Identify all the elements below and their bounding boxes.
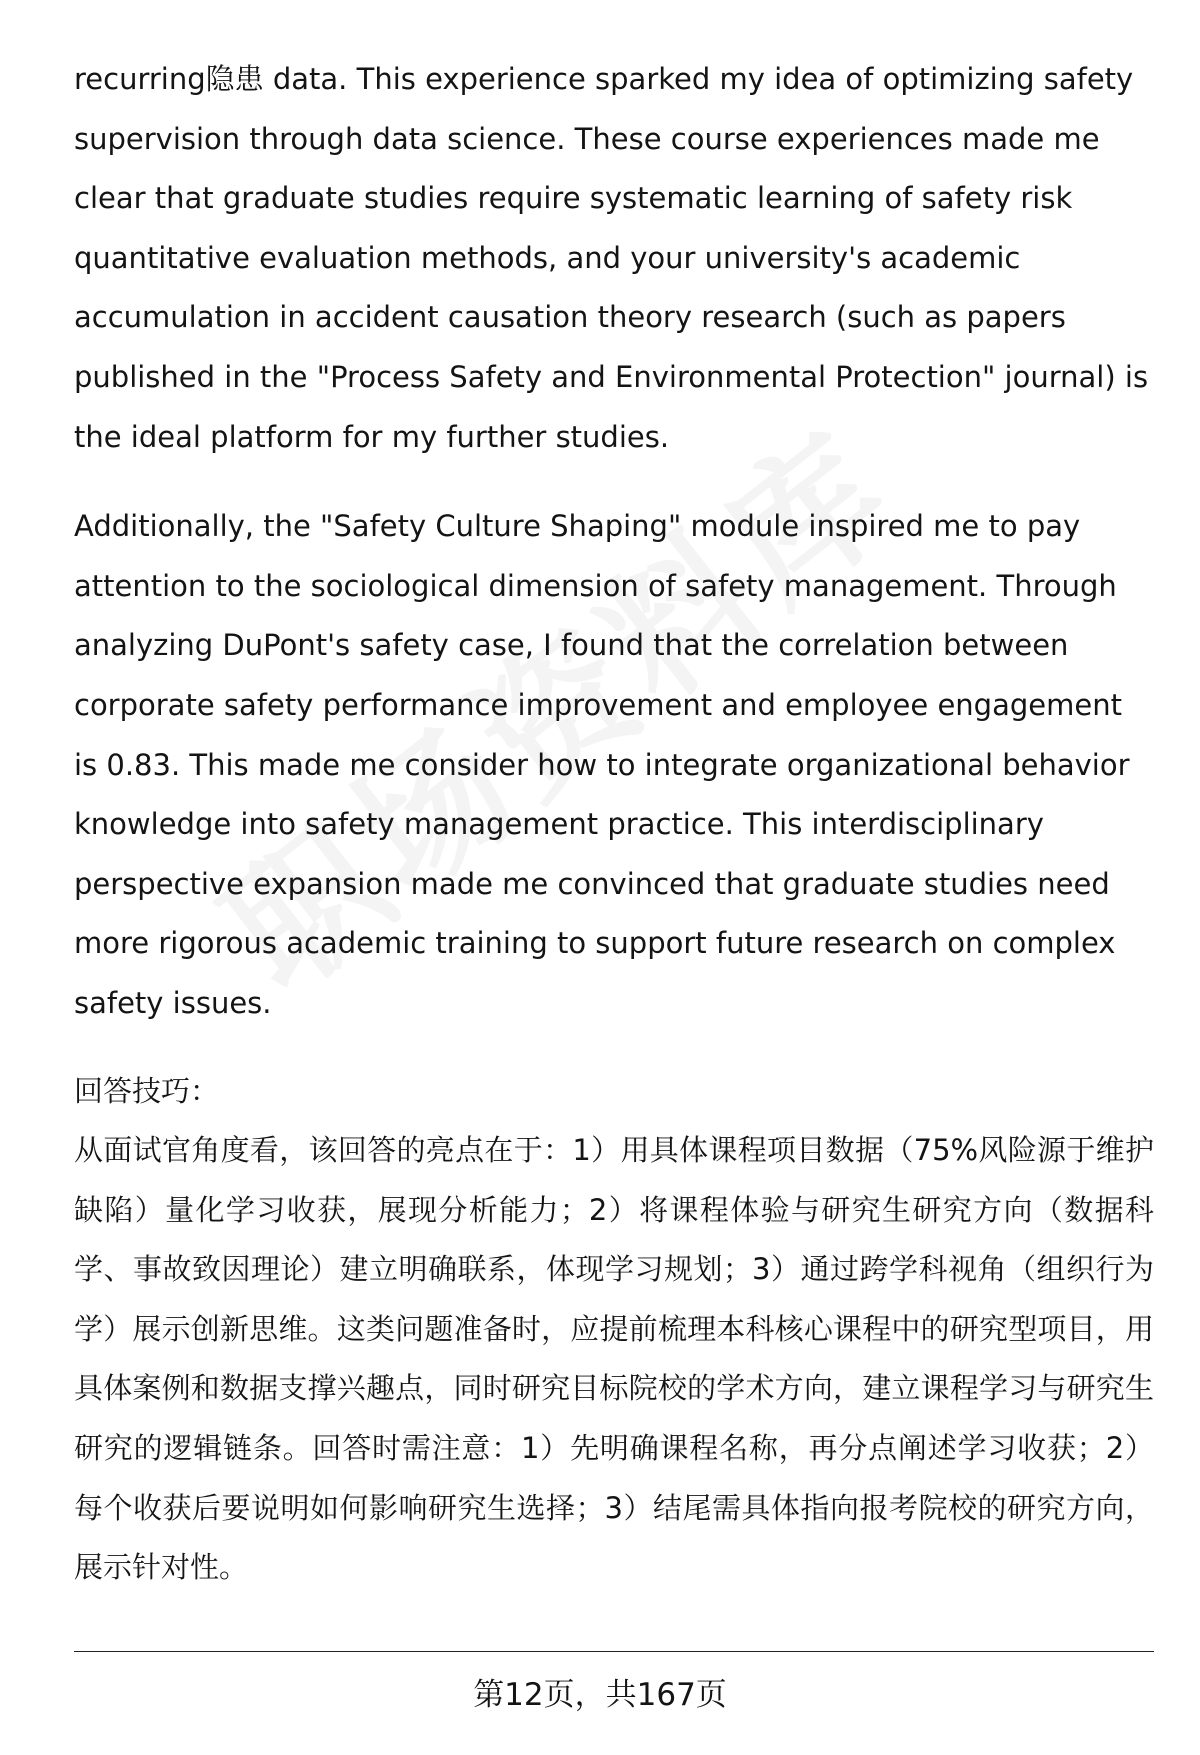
body-paragraph-2: Additionally, the "Safety Culture Shaping" module inspired me to pay attention to the sociological dimension of safety management. Through analyzing DuPont's safety case, I found that the correlation between corporate safety performance improvement and employee engagement is 0.83. This made me consider how to integrate organizational behavior knowledge into safety management practice. This interdisciplinary perspective expansion made me convinced that graduate studies need more rigorous academic training to support future research on complex safety issues. (74, 509, 1130, 1020)
tips-heading: 回答技巧： (74, 1073, 220, 1108)
tips-body: 从面试官角度看，该回答的亮点在于：1）用具体课程项目数据（75%风险源于维护缺陷）量化学习收获，展现分析能力；2）将课程体验与研究生研究方向（数据科学、事故致因理论）建立明确联系，体现学习规划；3）通过跨学科视角（组织行为学）展示创新思维。这类问题准备时，应提前梳理本科核心课程中的研究型项目，用具体案例和数据支撑兴趣点，同时研究目标院校的学术方向，建立课程学习与研究生研究的逻辑链条。回答时需注意：1）先明确课程名称，再分点阐述学习收获；2）每个收获后要说明如何影响研究生选择；3）结尾需具体指向报考院校的研究方向，展示针对性。 (74, 1133, 1154, 1585)
body-paragraph-1: recurring隐患 data. This experience sparked my idea of optimizing safety supervision through data science. These course experiences made me clear that graduate studies require systematic learning of safety risk quantitative evaluation methods, and your university's academic accumulation in accident causation theory research (such as papers published in the "Process Safety and Environmental Protection" journal) is the ideal platform for my further studies. (74, 62, 1149, 454)
page-number: 第12页，共167页 (473, 1677, 727, 1713)
footer-divider (74, 1651, 1154, 1652)
page-content (74, 50, 1154, 1598)
